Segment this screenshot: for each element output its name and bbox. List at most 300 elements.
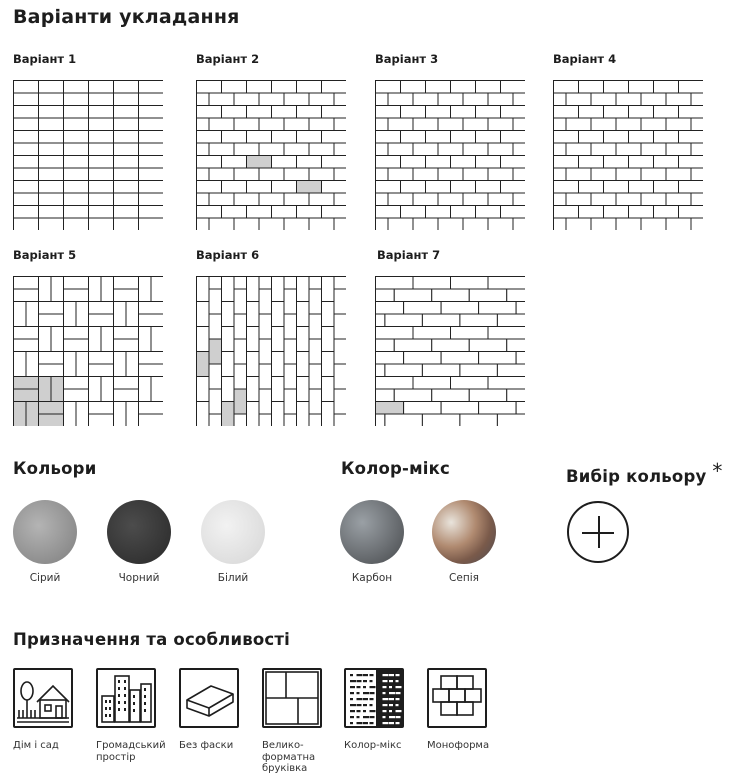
paver-brick [451, 156, 476, 169]
paver-brick [114, 352, 127, 377]
paver-brick [139, 277, 152, 302]
paver-brick [259, 314, 272, 339]
paver-brick [394, 339, 432, 352]
paver-brick [101, 327, 114, 352]
paver-brick [39, 93, 64, 106]
paver-brick [14, 206, 39, 219]
paver-brick [51, 377, 64, 402]
paver-brick [566, 218, 591, 230]
paver-brick [39, 377, 52, 402]
paver-brick [247, 81, 272, 94]
paver-brick [322, 302, 335, 327]
paver-brick [247, 302, 260, 327]
large-format-paving-icon [262, 668, 322, 728]
paver-brick [401, 156, 426, 169]
paver-brick [401, 181, 426, 194]
paver-brick [222, 181, 247, 194]
paver-brick [334, 364, 346, 389]
paver-brick [272, 277, 285, 302]
paver-brick [139, 364, 164, 377]
swatch-carbon[interactable] [340, 500, 404, 564]
paver-brick [385, 414, 423, 426]
paver-brick [441, 402, 479, 415]
paver-brick [334, 168, 346, 181]
paver-brick [376, 314, 385, 327]
paver-brick [259, 414, 272, 426]
paver-brick [39, 414, 64, 426]
paver-brick [64, 402, 77, 427]
paver-brick [401, 81, 426, 94]
paver-brick [234, 277, 247, 290]
paver-brick [469, 289, 507, 302]
paver-brick [426, 181, 451, 194]
variant-6-pattern[interactable] [196, 276, 346, 426]
paver-brick [51, 327, 64, 352]
paver-brick [114, 168, 139, 181]
paver-brick [507, 389, 525, 402]
paver-brick [413, 143, 438, 156]
paver-brick [297, 352, 310, 377]
paver-brick [463, 218, 488, 230]
paver-brick [463, 143, 488, 156]
paver-brick [376, 193, 389, 206]
paver-brick [413, 168, 438, 181]
paver-brick [89, 327, 102, 352]
paver-brick [222, 352, 235, 377]
paver-brick [309, 143, 334, 156]
paver-brick [591, 93, 616, 106]
paver-brick [14, 168, 39, 181]
paver-brick [641, 168, 666, 181]
paver-brick [438, 93, 463, 106]
variant-7-label: Варіант 7 [377, 248, 441, 262]
paver-brick [513, 118, 525, 131]
paver-brick [322, 402, 335, 427]
paver-brick [64, 156, 89, 169]
feature-label-large-format: Велико- форматна бруківка [262, 740, 316, 774]
paver-brick [64, 81, 89, 94]
paver-brick [39, 327, 52, 352]
paver-brick [691, 143, 703, 156]
variant-5-pattern[interactable] [13, 276, 163, 426]
paver-brick [334, 389, 346, 414]
feature-label-home-garden: Дім і сад [13, 740, 59, 751]
variant-3-label: Варіант 3 [375, 52, 439, 66]
paver-brick [566, 168, 591, 181]
paver-brick [376, 93, 389, 106]
paver-brick [488, 218, 513, 230]
paver-brick [64, 206, 89, 219]
paver-brick [259, 218, 284, 230]
paver-brick [234, 414, 247, 426]
required-mark: * [712, 459, 723, 483]
paver-brick [488, 168, 513, 181]
paver-brick [309, 193, 334, 206]
paver-brick [64, 377, 89, 390]
paver-brick [394, 389, 432, 402]
paver-brick [64, 352, 77, 377]
paver-brick [604, 206, 629, 219]
paver-brick [197, 218, 210, 230]
paver-brick [89, 81, 114, 94]
paver-brick [259, 277, 272, 290]
paver-brick [209, 93, 234, 106]
variant-4-pattern[interactable] [553, 80, 703, 230]
paver-brick [334, 193, 346, 206]
paver-brick [554, 93, 567, 106]
paver-brick [209, 168, 234, 181]
paver-brick [385, 364, 423, 377]
paver-brick [666, 218, 691, 230]
paver-brick [89, 156, 114, 169]
swatch-white-label: Білий [217, 572, 249, 584]
paver-brick [222, 106, 247, 119]
paver-brick [376, 218, 389, 230]
paver-brick [14, 118, 39, 131]
paver-brick [222, 81, 247, 94]
paver-brick [691, 193, 703, 206]
paver-brick [451, 277, 489, 290]
paver-brick [89, 118, 114, 131]
paver-brick [488, 277, 525, 290]
house-garden-icon [13, 668, 73, 728]
paver-brick [666, 143, 691, 156]
paver-brick [247, 327, 260, 352]
paver-brick [259, 168, 284, 181]
paver-brick [309, 218, 334, 230]
paver-brick [666, 168, 691, 181]
swatch-sepia[interactable] [432, 500, 496, 564]
paver-brick [385, 314, 423, 327]
paver-brick [26, 302, 39, 327]
paver-brick [554, 118, 567, 131]
paver-brick [476, 156, 501, 169]
paver-brick [691, 218, 703, 230]
paver-brick [51, 277, 64, 302]
paver-brick [579, 106, 604, 119]
paver-brick [604, 81, 629, 94]
paver-brick [259, 289, 272, 314]
paver-brick [513, 218, 525, 230]
paver-brick [209, 414, 222, 426]
paver-brick [297, 327, 310, 352]
paver-brick [334, 93, 346, 106]
paver-brick [272, 131, 297, 144]
paver-brick [376, 352, 404, 365]
paver-brick [309, 414, 322, 426]
paver-brick [297, 277, 310, 302]
paver-brick [89, 414, 114, 426]
paver-brick [139, 143, 164, 156]
paver-brick [64, 168, 89, 181]
paver-brick [39, 106, 64, 119]
paver-brick [272, 302, 285, 327]
paver-brick [114, 206, 139, 219]
paver-brick [259, 93, 284, 106]
paver-brick [691, 168, 703, 181]
paver-brick [460, 364, 498, 377]
paver-brick [89, 93, 114, 106]
paver-brick [284, 289, 297, 314]
paver-brick [139, 168, 164, 181]
paver-brick [39, 156, 64, 169]
paver-brick [284, 218, 309, 230]
paver-brick [604, 131, 629, 144]
paver-brick [501, 156, 526, 169]
paver-brick [513, 193, 525, 206]
paver-brick [679, 181, 704, 194]
paver-brick [14, 402, 27, 427]
paver-brick [114, 289, 139, 302]
paver-brick [209, 289, 222, 314]
paver-brick [516, 402, 525, 415]
swatch-black[interactable] [107, 500, 171, 564]
paver-brick [114, 327, 139, 340]
paver-brick [272, 181, 297, 194]
paver-brick [272, 377, 285, 402]
paver-brick [554, 206, 579, 219]
paver-brick [14, 156, 39, 169]
paver-brick [126, 302, 139, 327]
paver-brick [479, 352, 516, 365]
paver-brick [641, 143, 666, 156]
variant-3-pattern[interactable] [375, 80, 525, 230]
paver-brick [422, 314, 460, 327]
feature-label-no-chamfer: Без фаски [179, 740, 234, 751]
paver-brick [476, 206, 501, 219]
paver-brick [14, 81, 39, 94]
paver-brick [334, 143, 346, 156]
paver-brick [139, 377, 152, 402]
variant-1-pattern[interactable] [13, 80, 163, 230]
paver-brick [14, 106, 39, 119]
paver-brick [126, 352, 139, 377]
paver-brick [616, 118, 641, 131]
paver-brick [413, 118, 438, 131]
paver-brick [476, 181, 501, 194]
paver-brick [297, 402, 310, 427]
paver-brick [469, 389, 507, 402]
paver-brick [234, 143, 259, 156]
swatch-grey[interactable] [13, 500, 77, 564]
paver-brick [197, 168, 210, 181]
paver-brick [501, 81, 526, 94]
paver-brick [376, 289, 395, 302]
paver-brick [64, 118, 89, 131]
paver-brick [376, 302, 404, 315]
paver-brick [14, 389, 39, 402]
paver-brick [451, 327, 489, 340]
paver-brick [89, 218, 114, 230]
paver-brick [209, 143, 234, 156]
variant-2-pattern[interactable] [196, 80, 346, 230]
paver-brick [679, 81, 704, 94]
paver-brick [39, 218, 64, 230]
paver-brick [114, 131, 139, 144]
paver-brick [579, 181, 604, 194]
paver-brick [334, 414, 346, 426]
paver-brick [629, 106, 654, 119]
paver-brick [654, 206, 679, 219]
paver-brick [309, 118, 334, 131]
paver-brick [39, 181, 64, 194]
paver-brick [488, 193, 513, 206]
choose-color-heading [566, 459, 723, 486]
paver-brick [139, 352, 164, 365]
add-color-button[interactable] [567, 501, 629, 563]
paver-brick [64, 143, 89, 156]
paver-brick [197, 402, 210, 427]
paver-brick [284, 277, 297, 290]
paver-brick [394, 289, 432, 302]
paver-brick [334, 289, 346, 314]
paver-brick [151, 277, 163, 302]
paver-brick [516, 352, 525, 365]
variant-7-pattern[interactable] [375, 276, 525, 426]
paver-brick [247, 377, 260, 402]
paver-brick [197, 352, 210, 377]
paver-brick [39, 302, 64, 315]
paver-brick [151, 377, 163, 402]
paver-brick [579, 206, 604, 219]
color-mix-icon [344, 668, 404, 728]
paver-brick [309, 339, 322, 364]
paver-brick [39, 131, 64, 144]
paver-brick [309, 277, 322, 290]
paver-brick [488, 93, 513, 106]
paver-brick [604, 156, 629, 169]
paver-brick [591, 218, 616, 230]
block-no-chamfer-icon [179, 668, 239, 728]
paver-brick [14, 143, 39, 156]
paver-brick [247, 181, 272, 194]
paver-brick [64, 193, 89, 206]
paver-brick [272, 81, 297, 94]
paver-brick [297, 81, 322, 94]
paver-brick [554, 106, 579, 119]
paver-brick [209, 277, 222, 290]
paver-brick [197, 81, 222, 94]
paver-brick [297, 131, 322, 144]
paver-brick [432, 339, 470, 352]
paver-brick [629, 206, 654, 219]
paver-brick [566, 93, 591, 106]
features-heading: Призначення та особливості [13, 630, 290, 649]
paver-brick [388, 143, 413, 156]
variant-1-label: Варіант 1 [13, 52, 77, 66]
paver-brick [64, 181, 89, 194]
paver-brick [247, 402, 260, 427]
paver-brick [114, 389, 139, 402]
paver-brick [259, 118, 284, 131]
paver-brick [197, 93, 210, 106]
paver-brick [114, 339, 139, 352]
paver-brick [554, 156, 579, 169]
swatch-carbon-label: Карбон [351, 572, 393, 584]
swatch-white[interactable] [201, 500, 265, 564]
paver-brick [247, 277, 260, 302]
paver-brick [554, 143, 567, 156]
paver-brick [616, 168, 641, 181]
paver-brick [197, 206, 222, 219]
paver-brick [234, 364, 247, 389]
paver-brick [272, 352, 285, 377]
paver-brick [222, 206, 247, 219]
paver-brick [39, 277, 52, 302]
paver-brick [479, 402, 516, 415]
paver-brick [139, 206, 164, 219]
paver-brick [39, 81, 64, 94]
paver-brick [114, 81, 139, 94]
paver-brick [334, 218, 346, 230]
paver-brick [476, 131, 501, 144]
paver-brick [322, 106, 347, 119]
paver-brick [247, 156, 272, 169]
paver-brick [139, 131, 164, 144]
paver-brick [488, 377, 525, 390]
paver-brick [89, 106, 114, 119]
paver-brick [234, 168, 259, 181]
paver-brick [234, 289, 247, 314]
paver-brick [284, 193, 309, 206]
paver-brick [388, 218, 413, 230]
paver-brick [26, 352, 39, 377]
paver-brick [438, 193, 463, 206]
paver-brick [413, 218, 438, 230]
paver-brick [476, 106, 501, 119]
paver-brick [64, 389, 89, 402]
paver-brick [126, 402, 139, 427]
paver-brick [654, 81, 679, 94]
paver-brick [247, 206, 272, 219]
paver-brick [629, 156, 654, 169]
paver-brick [376, 414, 385, 426]
paver-brick [641, 218, 666, 230]
paver-brick [39, 402, 64, 415]
paver-brick [284, 364, 297, 389]
paver-brick [14, 193, 39, 206]
paver-brick [516, 302, 525, 315]
paver-brick [14, 277, 39, 290]
paver-brick [616, 93, 641, 106]
paver-brick [666, 118, 691, 131]
paver-brick [14, 302, 27, 327]
paver-brick [666, 193, 691, 206]
paver-brick [401, 206, 426, 219]
paver-brick [426, 206, 451, 219]
paver-brick [488, 143, 513, 156]
paver-brick [114, 277, 139, 290]
paver-brick [376, 143, 389, 156]
paver-brick [272, 206, 297, 219]
paver-brick [284, 314, 297, 339]
paver-brick [39, 118, 64, 131]
paver-brick [284, 414, 297, 426]
paver-brick [641, 93, 666, 106]
paver-brick [284, 389, 297, 414]
paver-brick [334, 277, 346, 290]
paver-brick [209, 314, 222, 339]
paver-brick [426, 106, 451, 119]
paver-brick [604, 181, 629, 194]
paver-brick [591, 193, 616, 206]
paver-brick [89, 277, 102, 302]
paver-brick [432, 289, 470, 302]
paver-brick [197, 193, 210, 206]
paver-brick [376, 131, 401, 144]
paver-brick [197, 377, 210, 402]
paver-brick [451, 377, 489, 390]
